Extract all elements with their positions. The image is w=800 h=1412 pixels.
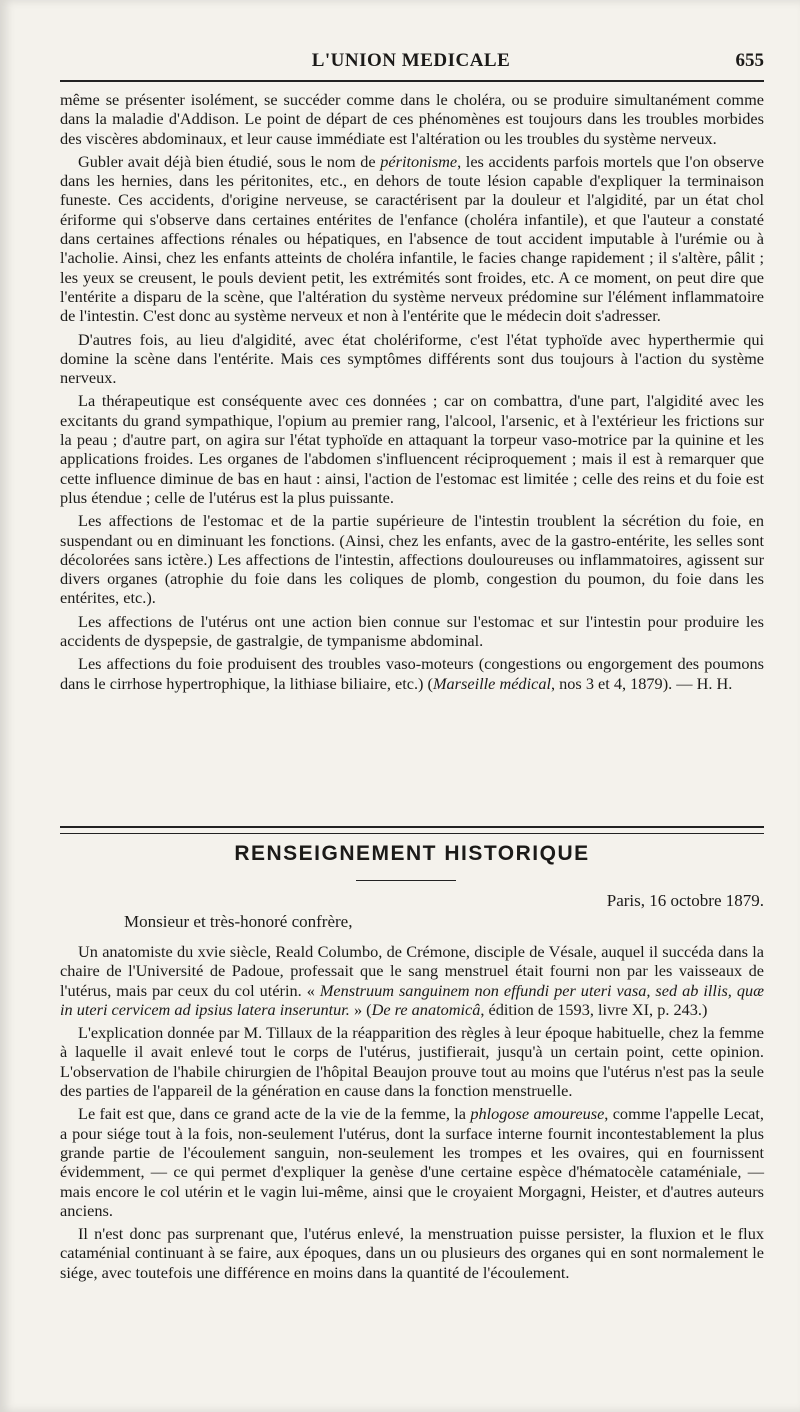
- text-run: » (: [349, 999, 372, 1019]
- section-title: RENSEIGNEMENT HISTORIQUE: [234, 842, 590, 865]
- text-run: , nos 3 et 4, 1879). — H. H.: [551, 673, 733, 693]
- italic-source: Marseille médical: [432, 673, 551, 693]
- text-run: Le fait est que, dans ce grand acte de la vie de la femme, la: [78, 1104, 471, 1124]
- text-run: , édition de 1593, livre XI, p. 243.): [480, 999, 708, 1019]
- paragraph: Les affections de l'utérus ont une action bien connue sur l'estomac et sur l'intestin pour produire les accidents de dyspepsie, de gastralgie, de tympanisme abdominal.: [60, 611, 764, 651]
- text-run: Gubler avait déjà bien étudié, sous le nom de: [78, 151, 381, 171]
- paragraph: D'autres fois, au lieu d'algidité, avec état chol​ériforme, c'est l'état typhoïde avec hyperthermie qui domine la scène dans l'entérite. Mais ces symptômes différents sont dus toujours à l'action du système nerveux.: [60, 329, 764, 388]
- paragraph: Les affections de l'estomac et de la partie supérieure de l'intestin troublent la sécrétion du foie, en suspendant ou en diminuant les fonctions. (Ainsi, chez les enfants, avec de la gastro-entérite, les selles sont décolorées sans ictère.) Les affections de l'intestin, affections douloureuses ou inflammatoires, agissent sur divers organes (atrophie du foie dans les coliques de plomb, congestion du poumon, du foie dans les entérites, etc.).: [60, 511, 764, 608]
- paragraph: La thérapeutique est conséquente avec ces données ; car on combattra, d'une part, l'algidité avec les excitants du grand sympathique, l'opium au premier rang, l'alcool, l'arsenic, et à l'extérieur les frictions sur la peau ; d'autre part, on agira sur l'état typhoïde en attaquant la torpeur vaso-motrice par la quinine et les applications froides. Les organes de l'abdomen s'influencent réciproquement ; mais il est à remarquer que cette influence diminue de bas en haut : ainsi, l'action de l'estomac est limitée ; celle des reins et du foie est plus étendue ; celle de l'utérus est la plus puissante.: [60, 391, 764, 507]
- title-underline: [356, 880, 456, 881]
- paragraph: L'explication donnée par M. Tillaux de la réapparition des règles à leur époque habituelle, chez la femme à laquelle il avait enlevé tout le corps de l'utérus, justifierait, jusqu'à un certain point, cette opinion. L'observation de l'habile chirurgien de l'hôpital Beaujon prouve tout au moins que l'utérus n'est pas la seule des parties de l'appareil de la génération en cause dans la fonction menstruelle.: [60, 1023, 764, 1101]
- letter-body: [60, 942, 764, 1286]
- journal-title: L'UNION MEDICALE: [311, 50, 511, 71]
- text-run: , comme l'appelle Lecat, a pour siége tout à la fois, non-seulement l'utérus, dont la surface interne fournit incontestablement la plus grande partie de l'écoulement sanguin, non-seulement les trompes et les ovaires, qui en fournissent évidemment, — ce qui permet d'expliquer la genèse d'une certaine espèce d'hématocèle cataméniale, — mais encore le col utérin et le vagin lui-même, ainsi que le croyaient Morgagni, Heister, et d'autres auteurs anciens.: [60, 1104, 764, 1220]
- paragraph: même se présenter isolément, se succéder comme dans le choléra, ou se produire simultanément comme dans la maladie d'Addison. Le point de départ de ces phénomènes est toujours dans les troubles morbides des viscères abdominaux, et leur cause immédiate est l'altération ou les troubles du système nerveux.: [60, 90, 764, 148]
- paragraph: [60, 942, 764, 1019]
- paragraph: [60, 1104, 764, 1220]
- text-run: Les affections du foie produisent des troubles vaso-moteurs (congestions ou engorgement des poumons dans le cirrhose hypertrophique, la lithiase biliaire, etc.) (: [60, 654, 764, 693]
- article-continuation: [60, 90, 764, 697]
- page-number: 655: [735, 50, 764, 71]
- paragraph: [60, 654, 764, 693]
- paragraph: Il n'est donc pas surprenant que, l'utérus enlevé, la menstruation puisse persister, la fluxion et le flux cataménial continuant à se faire, aux époques, dans un ou plusieurs des organes qui en sont normalement le siége, avec toutefois une différence en moins dans la quantité de l'écoulement.: [60, 1224, 764, 1282]
- paragraph: [60, 152, 764, 326]
- text-run: , les accidents parfois mortels que l'on observe dans les hernies, dans les péritonites, etc., en dehors de toute lésion capable d'expliquer la terminaison funeste. Ces accidents, d'origine nerveuse, se caractérisent par la douleur et l'algidité, par un état chol​ériforme qui s'observe dans certaines entérites de l'enfance (choléra infantile), et que l'auteur a constaté dans certaines affections rénales ou hépatiques, en l'absence de tout accident imputable à l'urémie ou à l'acholie. Ainsi, chez les enfants atteints de choléra infantile, le facies change rapidement ; il s'altère, pâlit ; les yeux se creusent, le pouls devient petit, les extrémités sont froides, etc. A ce moment, on peut dire que l'entérite a disparu de la scène, que l'altération du système nerveux prédomine sur l'élément inflammatoire de l'intestin. C'est donc au système nerveux et non à l'entérite que le médecin doit s'adresser.: [60, 151, 764, 326]
- italic-quote: Menstruum sanguinem non effundi per uteri vasa, sed ab illis, quæ in uteri cervicem ad ipsius latera inseruntur.: [60, 980, 765, 1019]
- salutation: Monsieur et très-honoré confrère,: [124, 912, 353, 931]
- italic-term: péritonisme: [380, 151, 458, 171]
- text-run: Un anatomiste du xvie siècle, Reald Columbo, de Crémone, disciple de Vésale, auquel il succéda dans la chaire de l'Université de Padoue, professait que le sang menstruel était fourni non par les vaisseaux de l'utérus, mais par ceux du col utérin. «: [60, 942, 764, 1000]
- running-header: [58, 44, 764, 80]
- italic-source: De re anatomicâ: [371, 999, 481, 1019]
- italic-term: phlogose amoureuse: [470, 1104, 605, 1124]
- section-divider: [60, 826, 764, 834]
- header-rule: [60, 80, 764, 82]
- dateline: Paris, 16 octobre 1879.: [606, 891, 764, 910]
